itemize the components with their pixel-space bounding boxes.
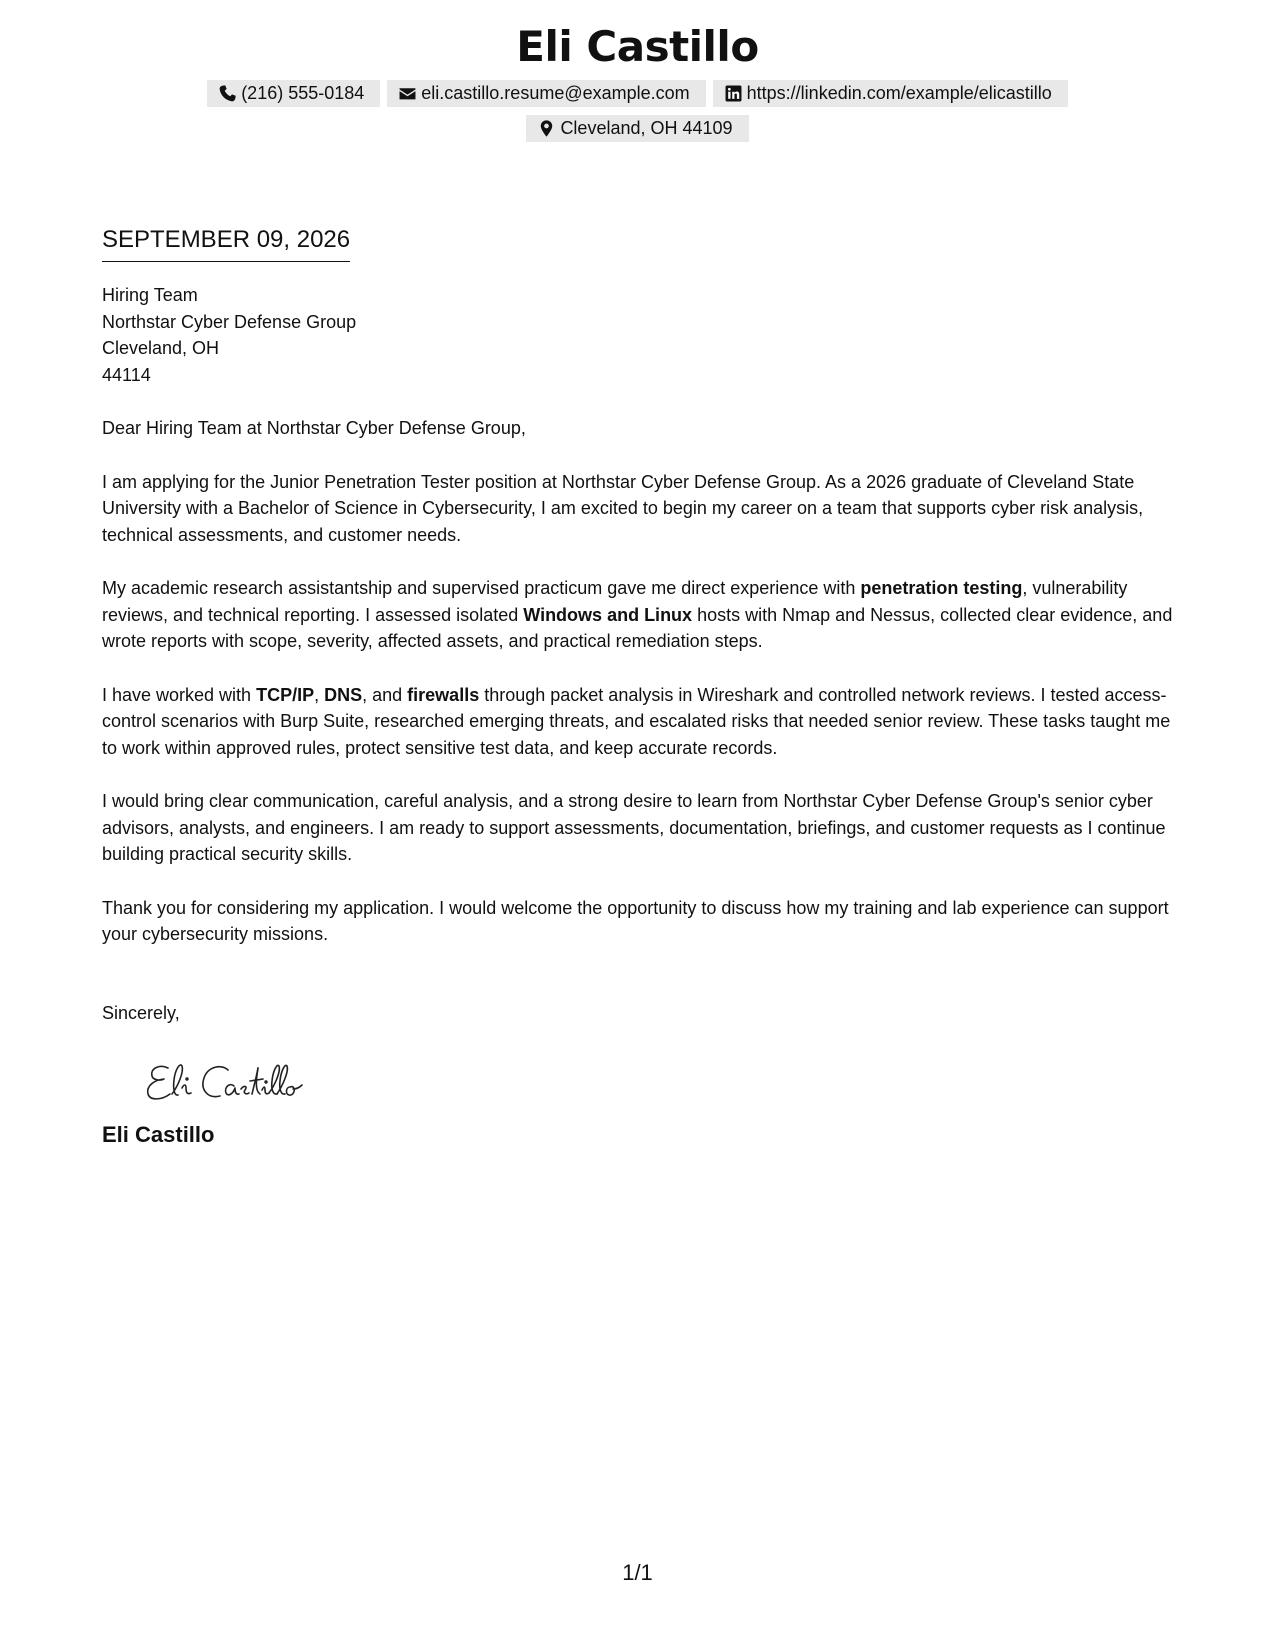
letter-date: SEPTEMBER 09, 2026 <box>102 226 350 262</box>
contact-location <box>526 115 748 142</box>
recipient-line: Hiring Team <box>102 285 198 305</box>
paragraph-thanks: Thank you for considering my application. I would welcome the opportunity to discuss how my training and lab experience can support your cybersecurity missions. <box>102 897 1169 944</box>
signed-name: Eli Castillo <box>102 1122 215 1147</box>
bold-run: Windows and Linux <box>523 604 693 625</box>
linkedin-icon <box>725 85 742 102</box>
page-indicator: 1/1 <box>622 1560 653 1585</box>
text-run: , and <box>362 684 408 705</box>
handwritten-signature <box>142 1054 342 1110</box>
contact-linkedin[interactable] <box>713 80 1068 107</box>
map-pin-icon <box>538 120 555 137</box>
text-run: through packet analysis in Wireshark and controlled network reviews. I tested access-control scenarios with Burp Suite, researched emerging threats, and escalated risks that needed senior review. These tasks taught me to work within approved rules, protect sensitive test data, and keep accurate records. <box>102 684 1171 758</box>
salutation: Dear Hiring Team at Northstar Cyber Defense Group, <box>102 418 526 438</box>
paragraph-intro: I am applying for the Junior Penetration Tester position at Northstar Cyber Defense Group. As a 2026 graduate of Cleveland State University with a Bachelor of Science in Cybersecurity, I am excited to begin my career on a team that supports cyber risk analysis, technical assessments, and customer needs. <box>102 471 1144 545</box>
contact-phone <box>207 80 380 107</box>
recipient-block <box>102 282 1177 388</box>
location-text: Cleveland, OH 44109 <box>560 118 733 138</box>
text-run: , <box>314 684 325 705</box>
paragraph-experience <box>102 575 1177 655</box>
closing: Sincerely, <box>102 1002 180 1023</box>
text-run: hosts with Nmap and Nessus, collected clear evidence, and wrote reports with scope, severity, affected assets, and practical remediation steps. <box>102 604 1173 651</box>
recipient-line: Northstar Cyber Defense Group <box>102 311 357 332</box>
paragraph-skills <box>102 682 1177 762</box>
linkedin-text: https://linkedin.com/example/elicastillo <box>746 83 1052 103</box>
contact-bar <box>150 80 1125 142</box>
phone-text: (216) 555-0184 <box>241 83 365 103</box>
phone-icon <box>219 85 236 102</box>
letter-body <box>102 226 1177 1148</box>
text-run: , vulnerability reviews, and technical reporting. I assessed isolated <box>102 578 1128 625</box>
contact-email[interactable] <box>387 80 705 107</box>
recipient-line: Cleveland, OH <box>102 338 220 358</box>
text-run: My academic research assistantship and supervised practicum gave me direct experience with <box>102 578 861 598</box>
recipient-line: 44114 <box>102 364 151 385</box>
applicant-name: Eli Castillo <box>516 22 759 71</box>
bold-run: firewalls <box>407 684 480 705</box>
text-run: I have worked with <box>102 684 257 705</box>
bold-run: penetration testing <box>860 578 1023 598</box>
envelope-icon <box>399 85 416 102</box>
bold-run: DNS <box>324 684 363 705</box>
signature <box>142 1054 1177 1110</box>
bold-run: TCP/IP <box>256 684 315 705</box>
paragraph-motivation: I would bring clear communication, careful analysis, and a strong desire to learn from Northstar Cyber Defense Group's senior cyber advisors, analysts, and engineers. I am ready to support assessments, documentation, briefings, and customer requests as I continue building practical security skills. <box>102 791 1166 864</box>
email-text: eli.castillo.resume@example.com <box>421 83 690 103</box>
